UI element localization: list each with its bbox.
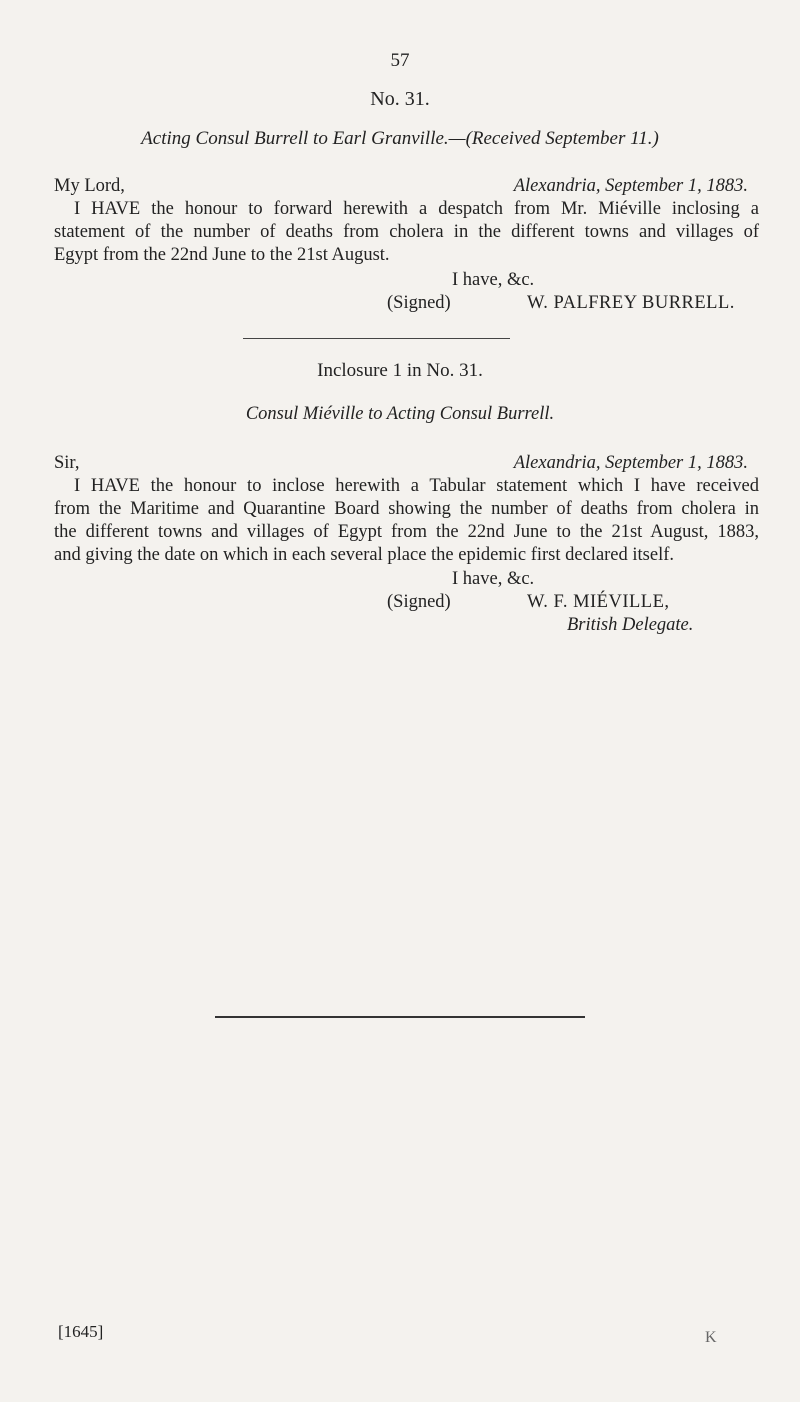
dispatch-body-line: I HAVE the honour to forward herewith a despatch from Mr. Miéville inclosing a <box>74 199 759 219</box>
inclosure-body-line: the different towns and villages of Egypt from the 22nd June to the 21st August, 1883, <box>54 522 759 542</box>
inclosure-place-date: Alexandria, September 1, 1883. <box>513 453 748 473</box>
inclosure-signatory: W. F. MIÉVILLE, <box>527 592 670 612</box>
print-code: [1645] <box>58 1322 104 1341</box>
end-rule <box>215 1016 585 1018</box>
section-divider <box>243 338 510 339</box>
dispatch-signed-label: (Signed) <box>387 293 451 313</box>
dispatch-closing: I have, &c. <box>452 270 535 290</box>
dispatch-signatory: W. PALFREY BURRELL. <box>527 293 735 313</box>
inclosure-signed-label: (Signed) <box>387 592 451 612</box>
page-number: 57 <box>390 50 410 71</box>
inclosure-closing: I have, &c. <box>452 569 535 589</box>
dispatch-body-line: statement of the number of deaths from cholera in the different towns and villages of <box>54 222 759 242</box>
signature-mark: K <box>705 1329 717 1346</box>
inclosure-heading: Consul Miéville to Acting Consul Burrell. <box>245 404 555 424</box>
inclosure-body-line: from the Maritime and Quarantine Board showing the number of deaths from cholera in <box>54 499 759 519</box>
dispatch-heading: Acting Consul Burrell to Earl Granville.—(Received September 11.) <box>141 128 659 149</box>
inclosure-signatory-title: British Delegate. <box>567 615 694 635</box>
inclosure-body-line: and giving the date on which in each several place the epidemic first declared itself. <box>54 545 675 565</box>
inclosure-title: Inclosure 1 in No. 31. <box>317 360 483 381</box>
dispatch-number: No. 31. <box>370 88 430 110</box>
inclosure-salutation: Sir, <box>54 453 80 473</box>
dispatch-salutation: My Lord, <box>54 176 125 196</box>
inclosure-body-line: I HAVE the honour to inclose herewith a Tabular statement which I have received <box>74 476 759 496</box>
dispatch-place-date: Alexandria, September 1, 1883. <box>513 176 748 196</box>
dispatch-body-line: Egypt from the 22nd June to the 21st August. <box>54 245 390 265</box>
